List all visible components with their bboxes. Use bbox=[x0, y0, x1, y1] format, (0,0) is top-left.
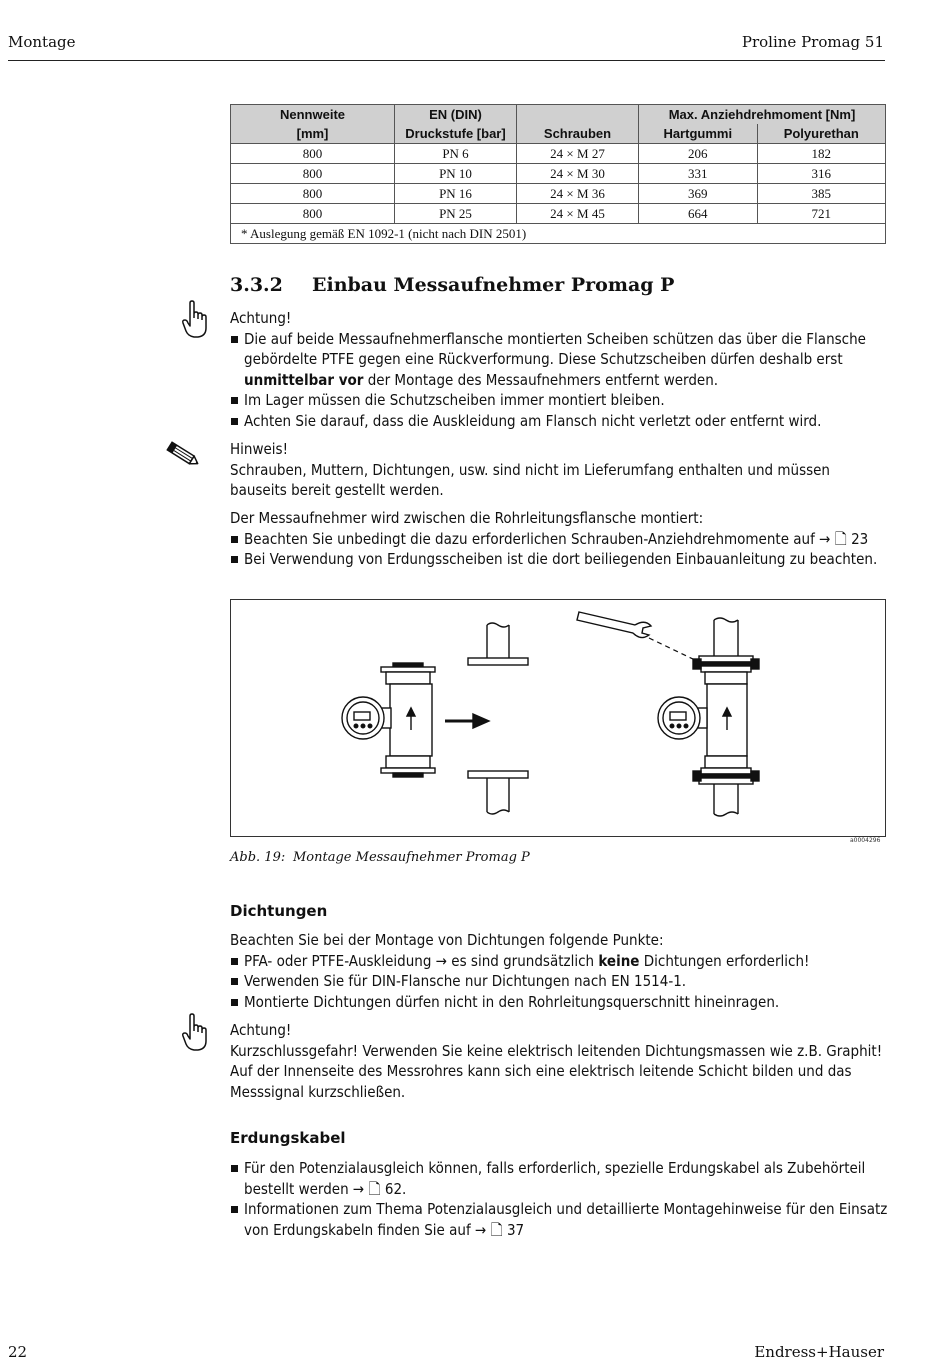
note-text: Schrauben, Muttern, Dichtungen, usw. sind nicht im Lieferumfang enthalten und müssen bauseits bereit gestellt werden. bbox=[230, 460, 830, 499]
table-cell: 800 bbox=[231, 184, 395, 204]
list-item: Achten Sie darauf, dass die Auskleidung am Flansch nicht verletzt oder entfernt wird. bbox=[230, 411, 890, 432]
table-note-row bbox=[231, 224, 886, 244]
install-block bbox=[230, 508, 890, 570]
table-cell: 24 × M 45 bbox=[517, 204, 639, 224]
list-item: Die auf beide Messaufnehmerflansche montierten Scheiben schützen das über die Flansche gebördelte PTFE gegen eine Rückverformung. Diese Schutzscheiben dürfen deshalb erst unmittelbar vor der Montage des Messaufnehmers entfernt werden. bbox=[230, 329, 890, 391]
table-row bbox=[231, 164, 886, 184]
footer-page-number: 22 bbox=[8, 1343, 28, 1361]
section-title-text: Einbau Messaufnehmer Promag P bbox=[312, 274, 675, 296]
page-ref-icon: 🗋 bbox=[490, 1220, 503, 1239]
figure-box bbox=[230, 599, 886, 837]
table-cell: PN 16 bbox=[395, 184, 517, 204]
figure-id: a0004296 bbox=[850, 837, 881, 844]
section-title bbox=[230, 274, 674, 296]
table-header-cell: EN (DIN) bbox=[395, 105, 517, 125]
pencil-note-icon bbox=[164, 440, 202, 470]
figure-caption bbox=[230, 850, 530, 865]
table-header-cell: Nennweite bbox=[231, 105, 395, 125]
header-product-name: Proline Promag 51 bbox=[741, 33, 884, 51]
note-label: Hinweis! bbox=[230, 440, 288, 458]
erdungskabel-block bbox=[230, 1158, 890, 1240]
table-cell: 721 bbox=[757, 204, 885, 224]
list-item: Für den Potenzialausgleich können, falls erforderlich, spezielle Erdungskabel als Zubehörteil bestellt werden → 🗋 62. bbox=[230, 1158, 890, 1199]
table-cell: 24 × M 27 bbox=[517, 144, 639, 164]
table-cell: 800 bbox=[231, 204, 395, 224]
list-item: Informationen zum Thema Potenzialausgleich und detaillierte Montagehinweise für den Einsatz von Erdungskabeln finden Sie auf → 🗋 37 bbox=[230, 1199, 890, 1240]
subheading-dichtungen: Dichtungen bbox=[230, 902, 328, 920]
table-cell: PN 10 bbox=[395, 164, 517, 184]
table-header-cell: Max. Anziehdrehmoment [Nm] bbox=[639, 105, 886, 125]
header-rule bbox=[8, 60, 885, 61]
caption-text: Montage Messaufnehmer Promag P bbox=[293, 850, 530, 865]
caution-block-1 bbox=[230, 308, 890, 431]
table-cell: 206 bbox=[639, 144, 758, 164]
table-cell: 24 × M 30 bbox=[517, 164, 639, 184]
subheading-erdungskabel: Erdungskabel bbox=[230, 1129, 346, 1147]
table-cell: 800 bbox=[231, 144, 395, 164]
emphasis-text: unmittelbar vor bbox=[244, 370, 364, 389]
installation-diagram bbox=[231, 600, 885, 836]
table-row bbox=[231, 204, 886, 224]
caution-block-2 bbox=[230, 1020, 890, 1102]
table-cell: PN 6 bbox=[395, 144, 517, 164]
table-cell: 385 bbox=[757, 184, 885, 204]
table-header-cell: Druckstufe [bar] bbox=[395, 124, 517, 144]
footer-brand: Endress+Hauser bbox=[754, 1343, 884, 1361]
table-row bbox=[231, 184, 886, 204]
list-item: Montierte Dichtungen dürfen nicht in den Rohrleitungsquerschnitt hineinragen. bbox=[230, 992, 890, 1013]
dichtungen-block bbox=[230, 930, 890, 1012]
pointing-hand-icon bbox=[181, 1013, 207, 1053]
table-cell: 800 bbox=[231, 164, 395, 184]
table-row bbox=[231, 144, 886, 164]
section-number: 3.3.2 bbox=[230, 274, 283, 296]
dichtungen-intro: Beachten Sie bei der Montage von Dichtungen folgende Punkte: bbox=[230, 931, 664, 949]
caution-label: Achtung! bbox=[230, 309, 292, 327]
page-ref-icon: 🗋 bbox=[834, 529, 847, 548]
caution-text: Kurzschlussgefahr! Verwenden Sie keine elektrisch leitenden Dichtungsmassen wie z.B. Graphit! Auf der Innenseite des Messrohres kann sich eine elektrisch leitende Schicht bilden und das Messsignal kurzschließen. bbox=[230, 1041, 883, 1101]
table-header-row-2 bbox=[231, 124, 886, 144]
table-cell: 24 × M 36 bbox=[517, 184, 639, 204]
list-item: PFA- oder PTFE-Auskleidung → es sind grundsätzlich keine Dichtungen erforderlich! bbox=[230, 951, 890, 972]
table-cell: 331 bbox=[639, 164, 758, 184]
caption-label: Abb. 19: bbox=[230, 850, 286, 865]
list-item: Beachten Sie unbedingt die dazu erforderlichen Schrauben-Anziehdrehmomente auf → 🗋 23 bbox=[230, 529, 890, 550]
table-cell: 664 bbox=[639, 204, 758, 224]
table-cell: 369 bbox=[639, 184, 758, 204]
table-header-row-1 bbox=[231, 105, 886, 125]
table-cell: PN 25 bbox=[395, 204, 517, 224]
table-header-cell bbox=[517, 105, 639, 125]
table-header-cell: Hartgummi bbox=[639, 124, 758, 144]
table-header-cell: [mm] bbox=[231, 124, 395, 144]
table-cell: 316 bbox=[757, 164, 885, 184]
torque-table bbox=[230, 104, 886, 244]
table-cell: 182 bbox=[757, 144, 885, 164]
pointing-hand-icon bbox=[181, 300, 207, 340]
table-header-cell: Polyurethan bbox=[757, 124, 885, 144]
note-block bbox=[230, 439, 890, 501]
table-header-cell: Schrauben bbox=[517, 124, 639, 144]
list-item: Verwenden Sie für DIN-Flansche nur Dichtungen nach EN 1514-1. bbox=[230, 971, 890, 992]
install-intro: Der Messaufnehmer wird zwischen die Rohrleitungsflansche montiert: bbox=[230, 509, 704, 527]
caution-label: Achtung! bbox=[230, 1021, 292, 1039]
emphasis-text: keine bbox=[598, 951, 640, 970]
table-footnote: * Auslegung gemäß EN 1092-1 (nicht nach DIN 2501) bbox=[231, 224, 886, 244]
page-ref-icon: 🗋 bbox=[368, 1179, 381, 1198]
list-item: Bei Verwendung von Erdungsscheiben ist die dort beiliegenden Einbauanleitung zu beachten. bbox=[230, 549, 890, 570]
header-section-title: Montage bbox=[8, 33, 76, 51]
list-item: Im Lager müssen die Schutzscheiben immer montiert bleiben. bbox=[230, 390, 890, 411]
